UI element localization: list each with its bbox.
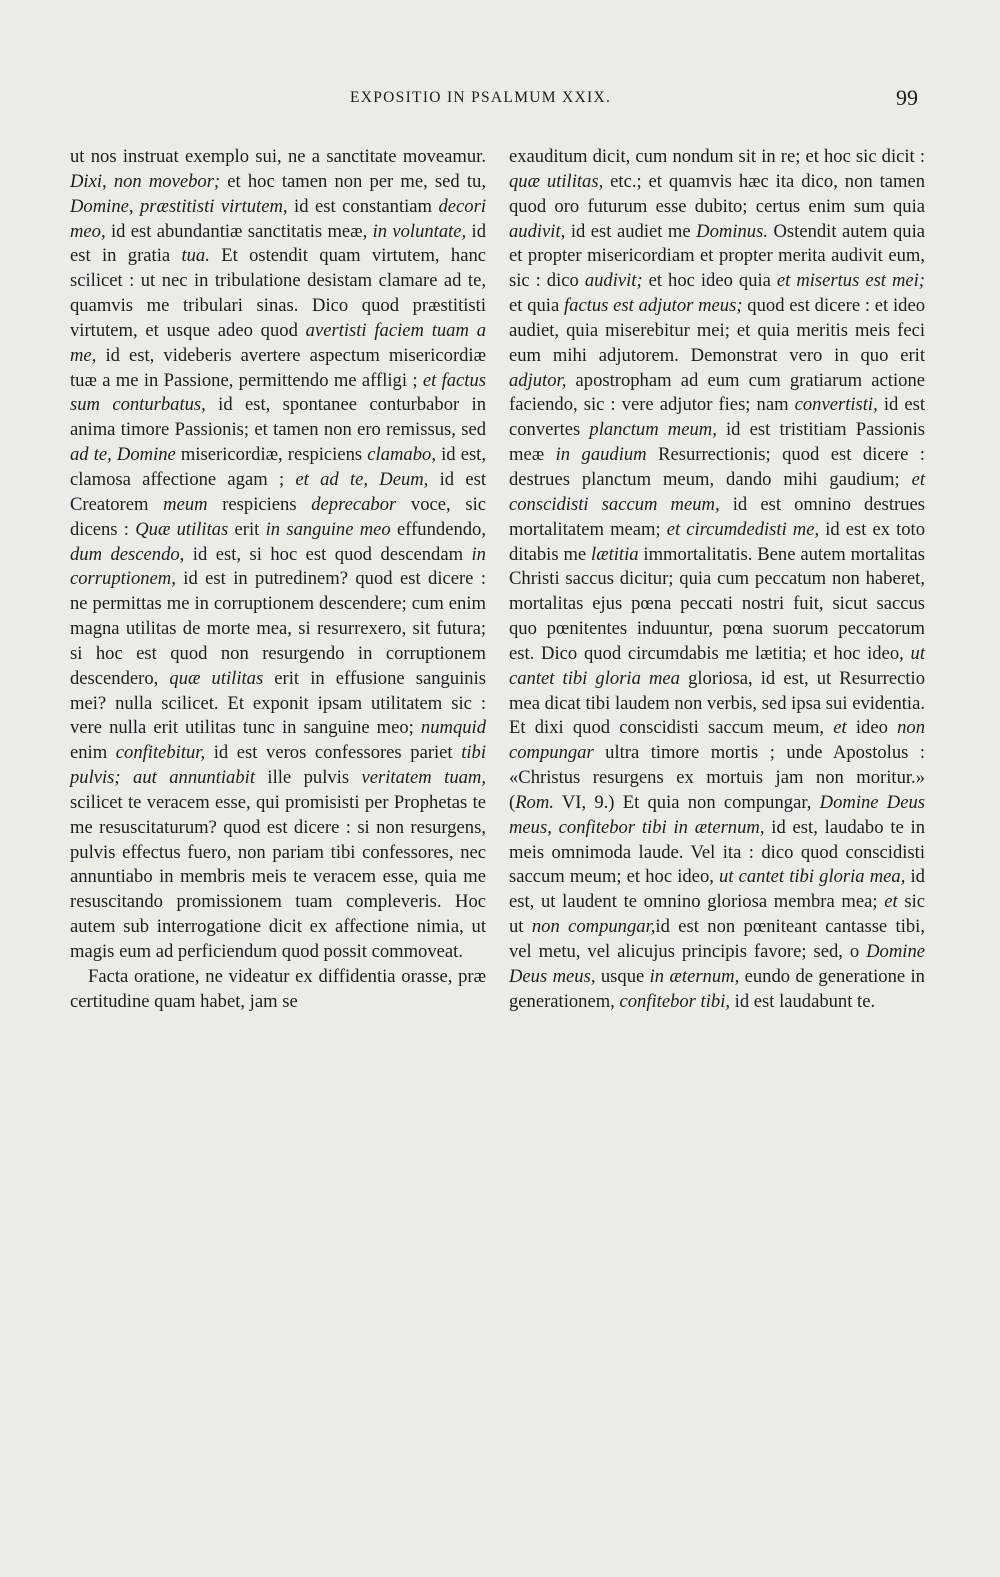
paragraph: exauditum dicit, cum nondum sit in re; et hoc sic dicit : quæ utilitas, etc.; et quamvis hæc ita dico, non tamen quod oro futurum esse dubito; certus enim sum quia audivit, id est audiet me Dominus. Ostendit autem quia et propter misericordiam et propter merita audivit eum, sic : dico audivit; et hoc ideo quia et misertus est mei; et quia factus est adjutor meus; quod est dicere : et ideo audiet, quia miserebitur mei; et quia meritis meis feci eum mihi adjutorem. Demonstrat vero in quo erit adjutor, apostropham ad eum cum gratiarum actione faciendo, sic : vere adjutor fies; nam convertisti, id est convertes planctum meum, id est tristitiam Passionis meæ in gaudium Resurrectionis; quod est dicere : destrues planctum meum, dando mihi gaudium; et conscidisti saccum meum, id est omnino destrues mortalitatem meam; et circumdedisti me, id est ex toto ditabis me lætitia immortalitatis. Bene autem mortalitas Christi saccus dicitur; quia cum peccatum non haberet, mortalitas ejus pœna peccati nostri fuit, sicut saccus quo pœnitentes induuntur, pœna suorum peccatorum est. Dico quod circumdabis me lætitia; et hoc ideo, ut cantet tibi gloria mea gloriosa, id est, ut Resurrectio mea dicat tibi laudem non verbis, sed ipsa sui evidentia. Et dixi quod conscidisti saccum meum, et ideo non compungar ultra timore mortis ; unde Apostolus : «Christus resurgens ex mortuis jam non moritur.» (Rom. VI, 9.) Et quia non compungar, Domine Deus meus, confitebor tibi in æternum, id est, laudabo te in meis omnimoda laude. Vel ita : dico quod conscidisti saccum meum; et hoc ideo, ut cantet tibi gloria mea, id est, ut laudent te omnino gloriosa membra mea; et sic ut non compungar,id est non pœniteant cantasse tibi, vel metu, vel alicujus principis favore; sed, o Domine Deus meus, usque in æternum, eundo de generatione in generationem, confitebor tibi, id est laudabunt te. [509, 146, 926, 1012]
running-title: EXPOSITIO IN PSALMUM XXIX. [350, 89, 612, 106]
paragraph: Facta oratione, ne videatur ex diffidentia orasse, præ certitudine quam habet, jam se [70, 965, 486, 1012]
right-column [509, 145, 925, 1015]
left-column [70, 145, 486, 1015]
paragraph: ut nos instruat exemplo sui, ne a sanctitate moveamur. Dixi, non movebor; et hoc tamen non per me, sed tu, Domine, præstitisti virtutem, id est constantiam decori meo, id est abundantiæ sanctitatis meæ, in voluntate, id est in gratia tua. Et ostendit quam virtutem, hanc scilicet : ut nec in tribulatione desistam clamare ad te, quamvis me tribulari sinas. Dico quod præstitisti virtutem, et usque adeo quod avertisti faciem tuam a me, id est, videberis avertere aspectum misericordiæ tuæ a me in Passione, permittendo me affligi ; et factus sum conturbatus, id est, spontanee conturbabor in anima timore Passionis; et tamen non ero remissus, sed ad te, Domine misericordiæ, respiciens clamabo, id est, clamosa affectione agam ; et ad te, Deum, id est Creatorem meum respiciens deprecabor voce, sic dicens : Quæ utilitas erit in sanguine meo effundendo, dum descendo, id est, si hoc est quod descendam in corruptionem, id est in putredinem? quod est dicere : ne permittas me in corruptionem descendere; cum enim magna utilitas de morte mea, si resurrexero, sit futura; si hoc est quod non resurgendo in corruptionem descendero, quæ utilitas erit in effusione sanguinis mei? nulla scilicet. Et exponit ipsam utilitatem sic : vere nulla erit utilitas tunc in sanguine meo; numquid enim confitebitur, id est veros confessores pariet tibi pulvis; aut annuntiabit ille pulvis veritatem tuam, scilicet te veracem esse, qui promisisti per Prophetas te me resuscitaturum? quod est dicere : si non resurgens, pulvis effectus fuero, non pariam tibi confessores, nec annuntiabo in membris meis te veracem esse, quia me resuscitando promissionem tuam compleveris. Hoc autem sub interrogatione dicit ex affectione nimia, ut magis eum ad perficiendum quod possit commoveat. [70, 146, 487, 962]
page-number: 99 [896, 85, 918, 110]
running-head [0, 85, 1000, 113]
